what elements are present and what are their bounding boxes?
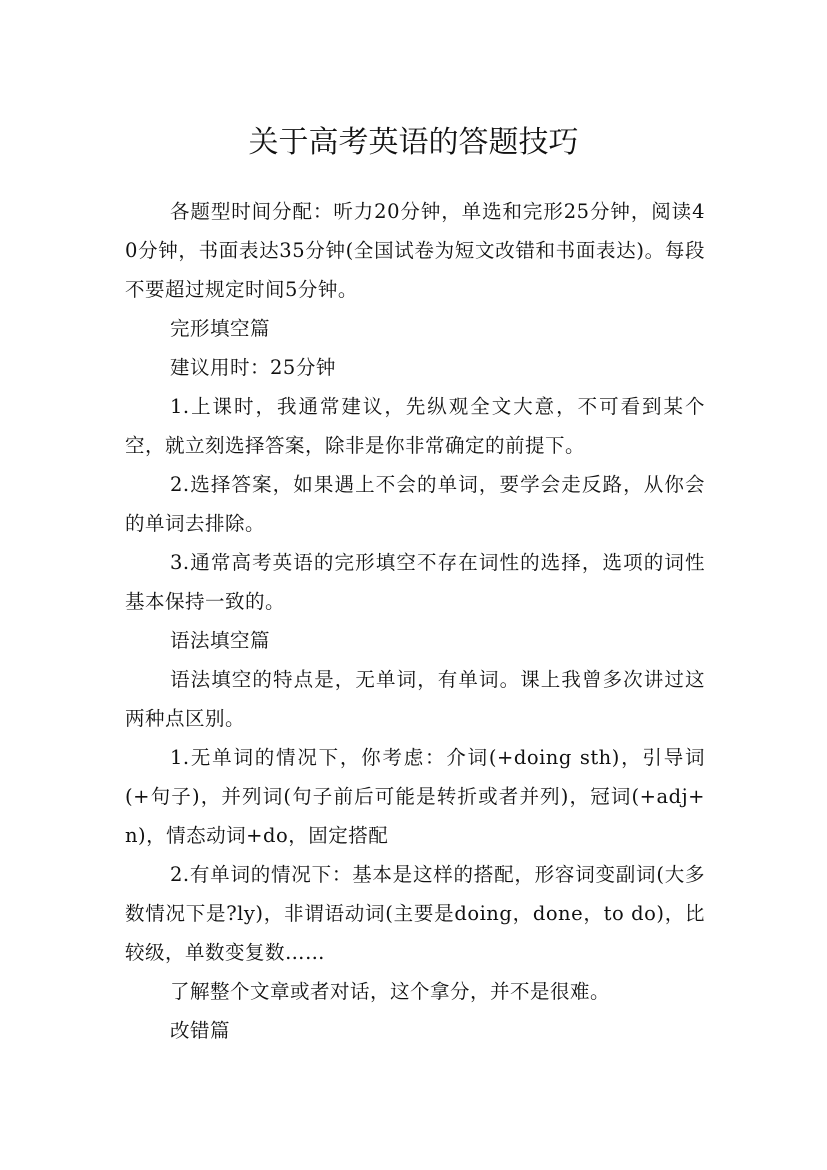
section-heading-error-correction: 改错篇	[170, 1019, 231, 1042]
paragraph-grammar-summary: 了解整个文章或者对话，这个拿分，并不是很难。	[170, 980, 611, 1003]
paragraph-cloze-tip-1: 1.上课时，我通常建议，先纵观全文大意，不可看到某个空，就立刻选择答案，除非是你非常确定的前提下。	[125, 395, 705, 457]
paragraph-grammar-tip-2: 2.有单词的情况下：基本是这样的搭配，形容词变副词(大多数情况下是?ly)，非谓语动词(主要是doing，done，to do)，比较级，单数变复数……	[125, 863, 705, 964]
paragraph-time-allocation: 各题型时间分配：听力20分钟，单选和完形25分钟，阅读40分钟，书面表达35分钟(全国试卷为短文改错和书面表达)。每段不要超过规定时间5分钟。	[125, 200, 705, 301]
document-title: 关于高考英语的答题技巧	[248, 125, 579, 161]
document-body	[125, 192, 705, 1050]
paragraph-suggested-time: 建议用时：25分钟	[170, 356, 336, 379]
section-heading-cloze: 完形填空篇	[170, 317, 271, 340]
paragraph-grammar-tip-1: 1.无单词的情况下，你考虑：介词(+doing sth)，引导词(+句子)，并列词(句子前后可能是转折或者并列)，冠词(+adj+n)，情态动词+do，固定搭配	[125, 746, 705, 847]
paragraph-cloze-tip-2: 2.选择答案，如果遇上不会的单词，要学会走反路，从你会的单词去排除。	[125, 473, 705, 535]
section-heading-grammar-fill: 语法填空篇	[170, 629, 271, 652]
paragraph-grammar-intro: 语法填空的特点是，无单词，有单词。课上我曾多次讲过这两种点区别。	[125, 668, 705, 730]
paragraph-cloze-tip-3: 3.通常高考英语的完形填空不存在词性的选择，选项的词性基本保持一致的。	[125, 551, 705, 613]
